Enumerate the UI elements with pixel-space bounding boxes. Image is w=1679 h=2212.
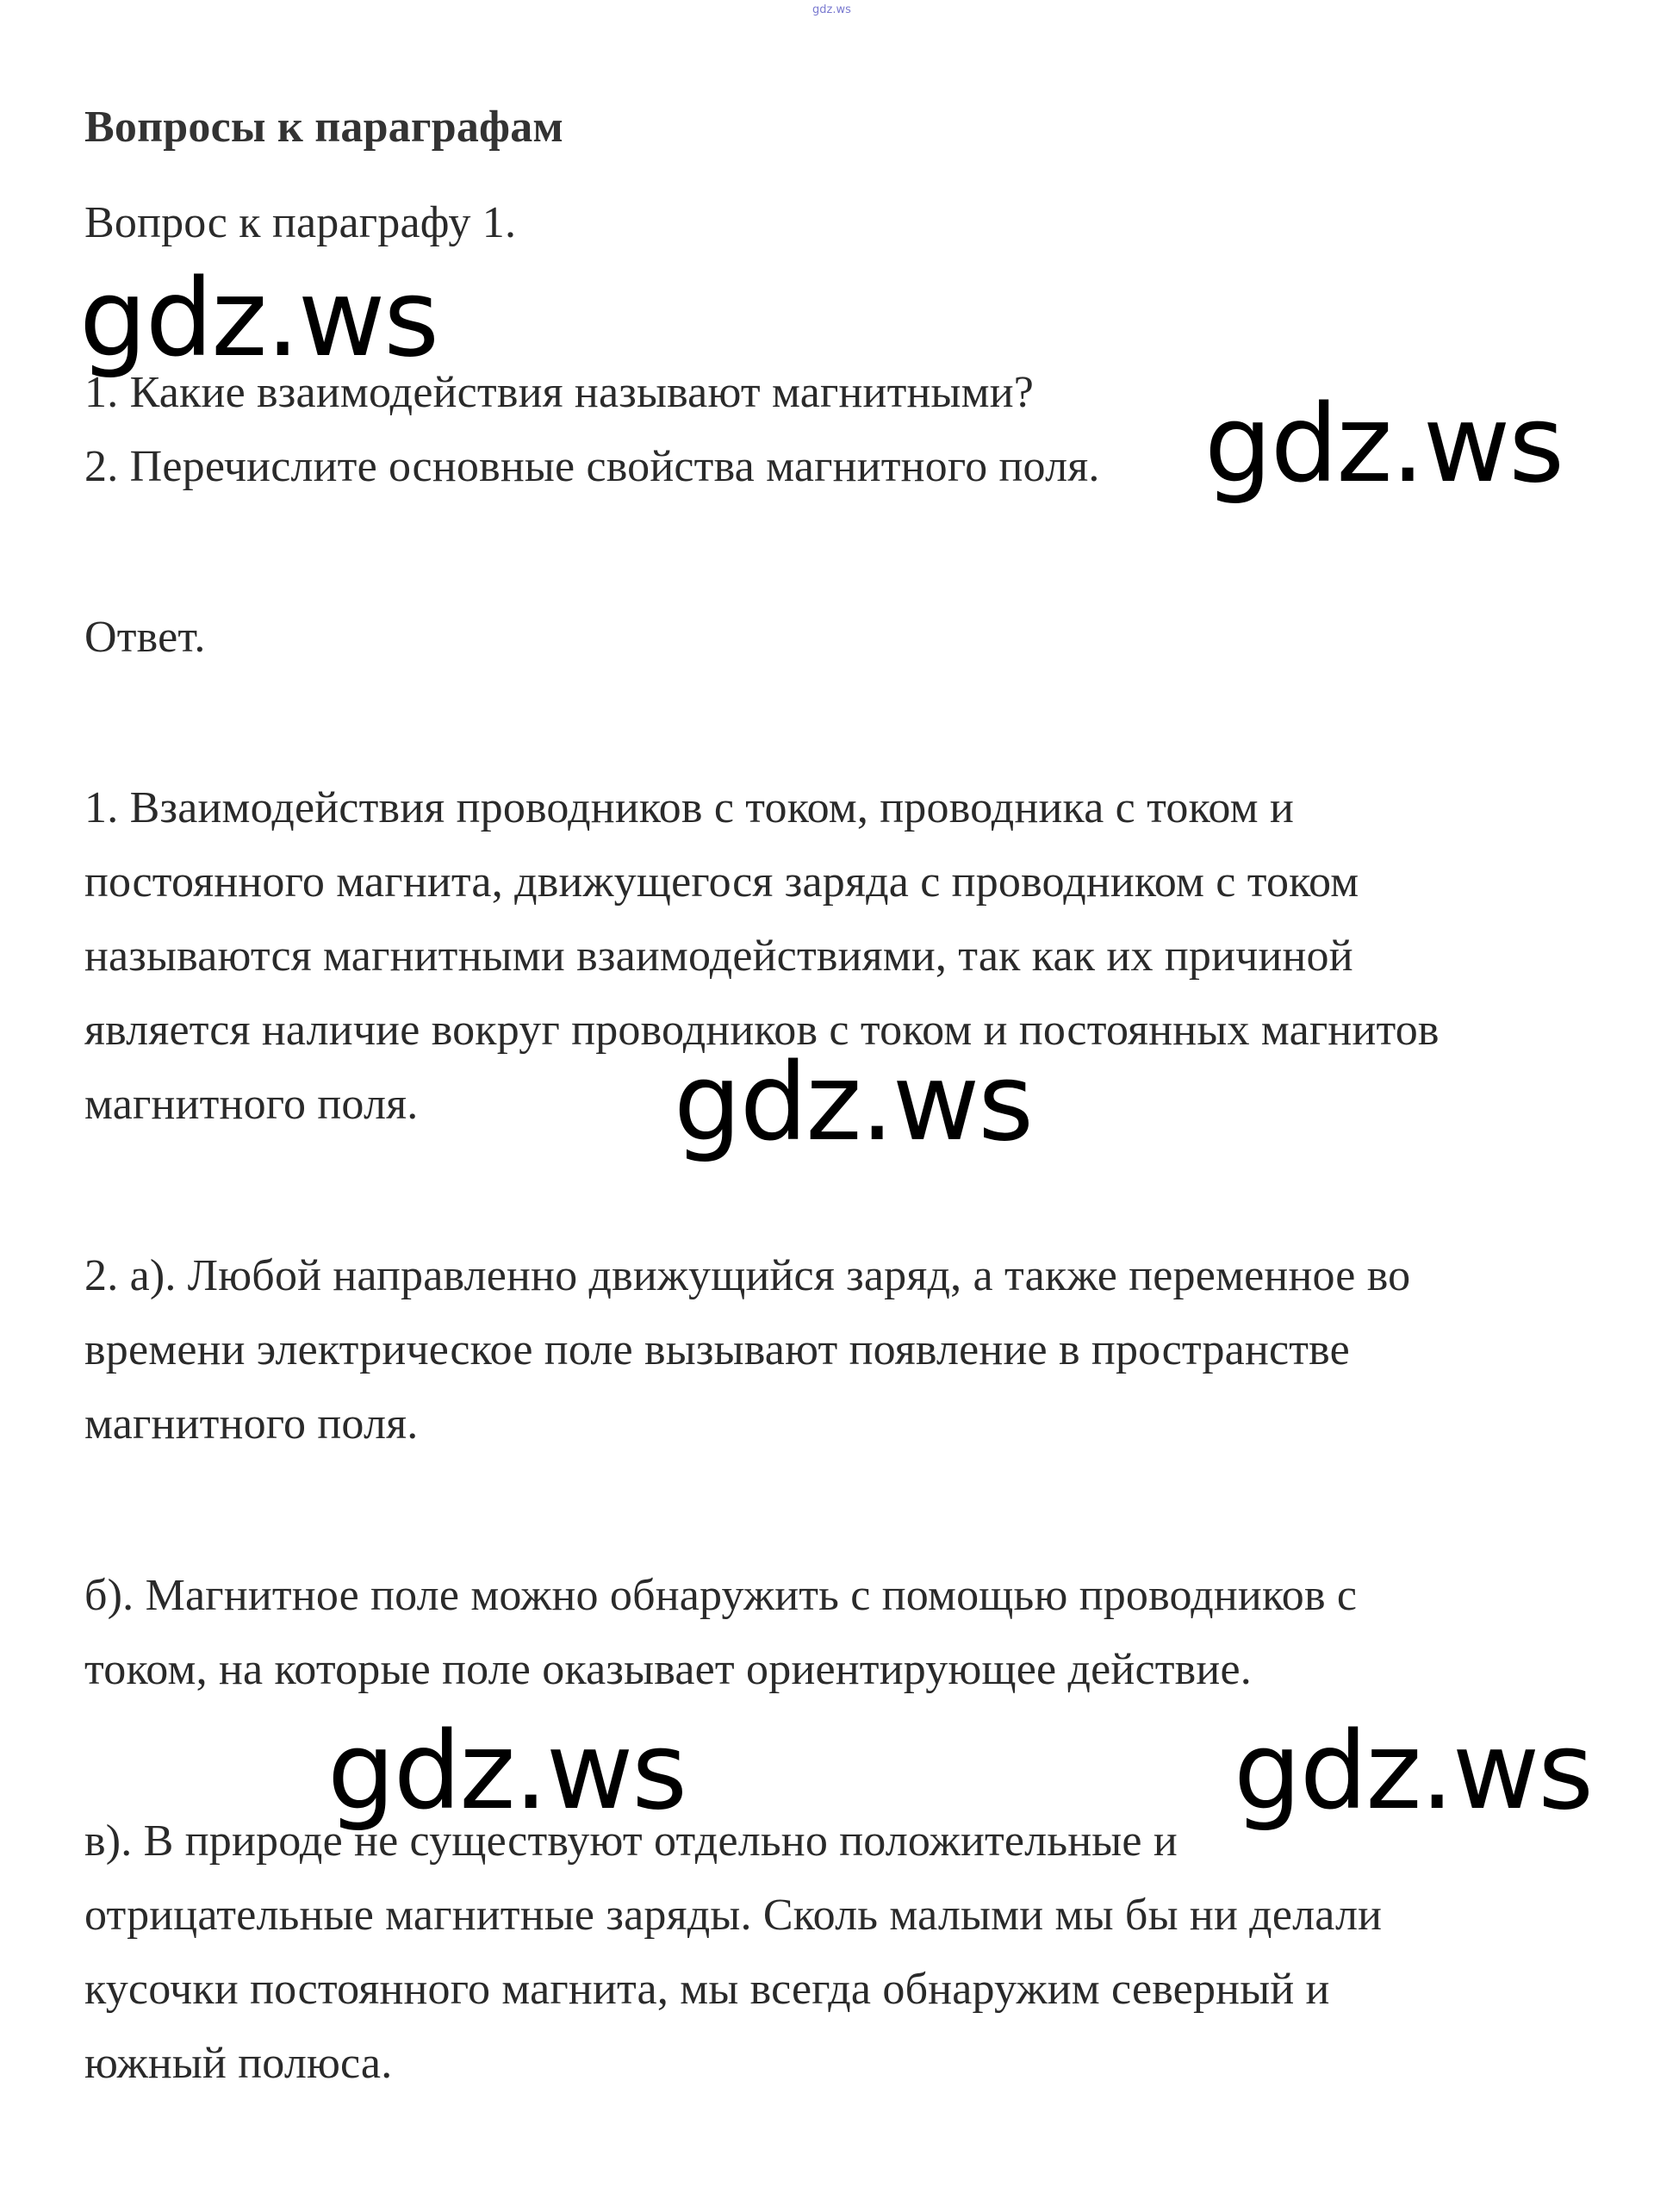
- answer-2b-line: током, на которые поле оказывает ориентирующее действие.: [84, 1645, 1252, 1694]
- answer-2c-line: южный полюса.: [84, 2039, 393, 2088]
- header-watermark: gdz.ws: [812, 3, 851, 16]
- answer-2c-line: кусочки постоянного магнита, мы всегда обнаружим северный и: [84, 1965, 1330, 2014]
- watermark: gdz.ws: [327, 1710, 686, 1834]
- answer-2c-line: отрицательные магнитные заряды. Сколь малыми мы бы ни делали: [84, 1891, 1383, 1940]
- watermark: gdz.ws: [1204, 383, 1563, 507]
- answer-1-line: постоянного магнита, движущегося заряда с проводником с током: [84, 857, 1359, 907]
- answer-2a-line: времени электрическое поле вызывают появление в пространстве: [84, 1325, 1350, 1374]
- answer-1-line: 1. Взаимодействия проводников с током, проводника с током и: [84, 783, 1294, 832]
- answer-2a-line: 2. а). Любой направленно движущийся заряд, а также переменное во: [84, 1251, 1411, 1300]
- question-title: Вопрос к параграфу 1.: [84, 198, 517, 247]
- question-item: 1. Какие взаимодействия называют магнитными?: [84, 368, 1035, 417]
- watermark: gdz.ws: [1234, 1710, 1592, 1834]
- answer-label: Ответ.: [84, 613, 206, 662]
- answer-2b-line: б). Магнитное поле можно обнаружить с помощью проводников с: [84, 1571, 1358, 1620]
- question-item: 2. Перечислите основные свойства магнитного поля.: [84, 442, 1100, 491]
- answer-1-line: называются магнитными взаимодействиями, так как их причиной: [84, 932, 1353, 981]
- answer-1-line: является наличие вокруг проводников с током и постоянных магнитов: [84, 1006, 1440, 1055]
- watermark: gdz.ws: [79, 257, 438, 381]
- watermark: gdz.ws: [674, 1041, 1032, 1165]
- answer-2a-line: магнитного поля.: [84, 1399, 419, 1449]
- answer-1-line: магнитного поля.: [84, 1080, 419, 1129]
- page-heading: Вопросы к параграфам: [84, 103, 564, 152]
- answer-2c-line: в). В природе не существуют отдельно положительные и: [84, 1816, 1178, 1866]
